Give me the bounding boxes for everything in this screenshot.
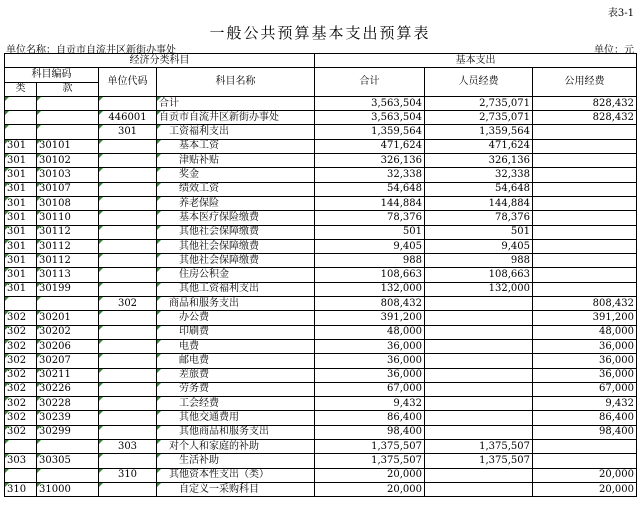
public-cell <box>533 196 637 210</box>
table-row <box>5 297 637 311</box>
unit-code-cell <box>99 254 157 268</box>
personnel-cell <box>425 368 533 382</box>
subject-name-cell: 印刷费 <box>157 325 315 339</box>
public-cell: 98,400 <box>533 425 637 439</box>
total-cell: 108,663 <box>315 268 425 282</box>
subject-name-cell: 其他交通费用 <box>157 411 315 425</box>
public-cell <box>533 139 637 153</box>
lei-cell: 301 <box>5 268 37 282</box>
personnel-cell: 2,735,071 <box>425 111 533 125</box>
subject-name-cell: 劳务费 <box>157 382 315 396</box>
currency-unit: 单位：元 <box>594 45 634 56</box>
subject-name-cell: 工会经费 <box>157 397 315 411</box>
kuan-cell <box>37 125 99 139</box>
total-cell: 98,400 <box>315 425 425 439</box>
lei-cell: 301 <box>5 139 37 153</box>
personnel-cell: 471,624 <box>425 139 533 153</box>
unit-code-cell <box>99 211 157 225</box>
personnel-cell: 326,136 <box>425 154 533 168</box>
subject-name-header: 科目名称 <box>157 68 315 97</box>
personnel-cell: 988 <box>425 254 533 268</box>
personnel-cell: 1,359,564 <box>425 125 533 139</box>
table-row <box>5 154 637 168</box>
subject-name-cell: 自定义一采购科目 <box>157 482 315 496</box>
table-row <box>5 382 637 396</box>
subject-name-cell: 养老保险 <box>157 196 315 210</box>
subject-name-cell: 其他资本性支出（类） <box>157 468 315 482</box>
lei-cell: 302 <box>5 425 37 439</box>
kuan-cell <box>37 111 99 125</box>
personnel-cell: 78,376 <box>425 211 533 225</box>
lei-cell: 302 <box>5 368 37 382</box>
public-cell: 20,000 <box>533 468 637 482</box>
lei-cell: 302 <box>5 354 37 368</box>
lei-cell: 301 <box>5 211 37 225</box>
budget-table <box>4 53 637 497</box>
unit-code-cell <box>99 282 157 296</box>
total-cell: 1,359,564 <box>315 125 425 139</box>
total-cell: 86,400 <box>315 411 425 425</box>
table-row <box>5 211 637 225</box>
kuan-cell: 30239 <box>37 411 99 425</box>
total-cell: 808,432 <box>315 297 425 311</box>
subject-name-cell: 其他商品和服务支出 <box>157 425 315 439</box>
personnel-cell: 9,405 <box>425 239 533 253</box>
subject-name-cell: 津贴补贴 <box>157 154 315 168</box>
total-cell: 132,000 <box>315 282 425 296</box>
lei-cell <box>5 468 37 482</box>
personnel-cell: 1,375,507 <box>425 440 533 454</box>
public-cell: 9,432 <box>533 397 637 411</box>
total-cell: 32,338 <box>315 168 425 182</box>
subject-name-cell: 奖金 <box>157 168 315 182</box>
lei-cell <box>5 96 37 110</box>
public-cell: 391,200 <box>533 311 637 325</box>
unit-code-cell <box>99 325 157 339</box>
total-cell: 326,136 <box>315 154 425 168</box>
subject-name-cell: 邮电费 <box>157 354 315 368</box>
personnel-cell <box>425 297 533 311</box>
public-cell <box>533 125 637 139</box>
total-cell: 48,000 <box>315 325 425 339</box>
personnel-cell: 132,000 <box>425 282 533 296</box>
subject-name-cell: 其他社会保障缴费 <box>157 225 315 239</box>
unit-code-header: 单位代码 <box>99 68 157 97</box>
total-cell: 20,000 <box>315 482 425 496</box>
personnel-cell <box>425 354 533 368</box>
personnel-cell: 501 <box>425 225 533 239</box>
total-cell: 3,563,504 <box>315 96 425 110</box>
table-row <box>5 482 637 496</box>
table-row <box>5 440 637 454</box>
public-cell <box>533 182 637 196</box>
kuan-cell: 30199 <box>37 282 99 296</box>
public-cell: 48,000 <box>533 325 637 339</box>
subject-name-cell: 其他社会保障缴费 <box>157 239 315 253</box>
table-row <box>5 454 637 468</box>
lei-cell: 301 <box>5 154 37 168</box>
table-row <box>5 325 637 339</box>
subject-name-cell: 其他工资福利支出 <box>157 282 315 296</box>
table-row <box>5 168 637 182</box>
subject-name-cell: 基本医疗保险缴费 <box>157 211 315 225</box>
public-cell <box>533 254 637 268</box>
total-cell: 144,884 <box>315 196 425 210</box>
personnel-cell: 108,663 <box>425 268 533 282</box>
subject-code-header: 科目编码 <box>5 68 99 82</box>
unit-code-cell <box>99 96 157 110</box>
subject-name-cell: 商品和服务支出 <box>157 297 315 311</box>
personnel-cell <box>425 311 533 325</box>
public-cell <box>533 225 637 239</box>
public-cell <box>533 211 637 225</box>
table-row <box>5 268 637 282</box>
subject-name-cell: 对个人和家庭的补助 <box>157 440 315 454</box>
subject-name-cell: 住房公积金 <box>157 268 315 282</box>
lei-cell: 310 <box>5 482 37 496</box>
kuan-cell <box>37 96 99 110</box>
header-row-2 <box>5 68 637 82</box>
table-row <box>5 139 637 153</box>
personnel-cell <box>425 325 533 339</box>
lei-cell: 302 <box>5 311 37 325</box>
lei-cell <box>5 125 37 139</box>
unit-code-cell <box>99 411 157 425</box>
page-title: 一般公共预算基本支出预算表 <box>209 24 431 42</box>
unit-code-cell: 303 <box>99 440 157 454</box>
lei-cell: 301 <box>5 182 37 196</box>
subject-name-cell: 基本工资 <box>157 139 315 153</box>
unit-code-cell <box>99 268 157 282</box>
kuan-cell: 30305 <box>37 454 99 468</box>
econ-header: 经济分类科目 <box>5 54 315 68</box>
lei-cell: 302 <box>5 397 37 411</box>
kuan-cell <box>37 468 99 482</box>
subject-name-cell: 办公费 <box>157 311 315 325</box>
unit-code-cell <box>99 482 157 496</box>
lei-cell <box>5 111 37 125</box>
personnel-cell <box>425 425 533 439</box>
total-cell: 3,563,504 <box>315 111 425 125</box>
unit-code-cell <box>99 454 157 468</box>
kuan-cell: 30207 <box>37 354 99 368</box>
table-row <box>5 397 637 411</box>
table-row <box>5 425 637 439</box>
public-cell: 808,432 <box>533 297 637 311</box>
personnel-cell <box>425 468 533 482</box>
kuan-cell: 30112 <box>37 239 99 253</box>
lei-cell: 302 <box>5 325 37 339</box>
table-row <box>5 125 637 139</box>
table-reference: 表3-1 <box>607 8 634 19</box>
table-row <box>5 239 637 253</box>
basic-header: 基本支出 <box>315 54 637 68</box>
table-row <box>5 339 637 353</box>
public-cell <box>533 268 637 282</box>
unit-code-cell <box>99 397 157 411</box>
total-cell: 67,000 <box>315 382 425 396</box>
subject-name-cell: 绩效工资 <box>157 182 315 196</box>
table-row <box>5 468 637 482</box>
table-row <box>5 368 637 382</box>
unit-code-cell <box>99 225 157 239</box>
public-cell: 36,000 <box>533 354 637 368</box>
kuan-cell: 30211 <box>37 368 99 382</box>
lei-cell <box>5 297 37 311</box>
total-cell: 36,000 <box>315 368 425 382</box>
subject-name-cell: 工资福利支出 <box>157 125 315 139</box>
public-cell: 36,000 <box>533 339 637 353</box>
public-cell: 828,432 <box>533 96 637 110</box>
total-cell: 9,432 <box>315 397 425 411</box>
personnel-cell: 32,338 <box>425 168 533 182</box>
total-cell: 391,200 <box>315 311 425 325</box>
kuan-header: 款 <box>37 82 99 96</box>
total-cell: 501 <box>315 225 425 239</box>
table-row <box>5 254 637 268</box>
total-header: 合计 <box>315 68 425 97</box>
personnel-cell: 54,648 <box>425 182 533 196</box>
unit-code-cell: 302 <box>99 297 157 311</box>
personnel-header: 人员经费 <box>425 68 533 97</box>
personnel-cell <box>425 397 533 411</box>
public-cell: 20,000 <box>533 482 637 496</box>
public-cell: 86,400 <box>533 411 637 425</box>
unit-code-cell <box>99 139 157 153</box>
table-row <box>5 196 637 210</box>
unit-code-cell <box>99 354 157 368</box>
kuan-cell: 30107 <box>37 182 99 196</box>
subject-name-cell: 其他社会保障缴费 <box>157 254 315 268</box>
kuan-cell: 30206 <box>37 339 99 353</box>
unit-code-cell <box>99 382 157 396</box>
public-cell: 828,432 <box>533 111 637 125</box>
lei-cell: 302 <box>5 382 37 396</box>
unit-code-cell <box>99 182 157 196</box>
subject-name-cell: 合计 <box>157 96 315 110</box>
kuan-cell <box>37 297 99 311</box>
kuan-cell: 31000 <box>37 482 99 496</box>
subject-name-cell: 自贡市自流井区新街办事处 <box>157 111 315 125</box>
subject-name-cell: 电费 <box>157 339 315 353</box>
public-cell: 36,000 <box>533 368 637 382</box>
public-cell <box>533 168 637 182</box>
unit-code-cell: 301 <box>99 125 157 139</box>
lei-cell: 301 <box>5 225 37 239</box>
kuan-cell: 30101 <box>37 139 99 153</box>
total-cell: 78,376 <box>315 211 425 225</box>
unit-code-cell: 310 <box>99 468 157 482</box>
kuan-cell: 30201 <box>37 311 99 325</box>
lei-cell: 301 <box>5 239 37 253</box>
table-row <box>5 311 637 325</box>
lei-cell: 303 <box>5 454 37 468</box>
lei-cell: 302 <box>5 411 37 425</box>
total-cell: 988 <box>315 254 425 268</box>
kuan-cell: 30112 <box>37 225 99 239</box>
kuan-cell: 30102 <box>37 154 99 168</box>
personnel-cell <box>425 382 533 396</box>
unit-code-cell <box>99 425 157 439</box>
kuan-cell: 30110 <box>37 211 99 225</box>
lei-cell: 301 <box>5 282 37 296</box>
total-cell: 20,000 <box>315 468 425 482</box>
unit-code-cell <box>99 311 157 325</box>
personnel-cell: 2,735,071 <box>425 96 533 110</box>
total-cell: 9,405 <box>315 239 425 253</box>
kuan-cell: 30226 <box>37 382 99 396</box>
total-cell: 36,000 <box>315 354 425 368</box>
kuan-cell: 30299 <box>37 425 99 439</box>
public-cell <box>533 454 637 468</box>
public-cell <box>533 440 637 454</box>
personnel-cell: 144,884 <box>425 196 533 210</box>
kuan-cell: 30103 <box>37 168 99 182</box>
public-cell <box>533 239 637 253</box>
personnel-cell <box>425 482 533 496</box>
lei-cell: 301 <box>5 254 37 268</box>
subject-name-cell: 差旅费 <box>157 368 315 382</box>
lei-cell: 301 <box>5 168 37 182</box>
unit-code-cell <box>99 368 157 382</box>
table-row <box>5 354 637 368</box>
subject-name-cell: 生活补助 <box>157 454 315 468</box>
header-row-1 <box>5 54 637 68</box>
personnel-cell: 1,375,507 <box>425 454 533 468</box>
unit-name: 单位名称：自贡市自流井区新街办事处 <box>6 45 176 56</box>
kuan-cell <box>37 440 99 454</box>
unit-code-cell <box>99 196 157 210</box>
total-cell: 54,648 <box>315 182 425 196</box>
table-row <box>5 411 637 425</box>
kuan-cell: 30112 <box>37 254 99 268</box>
table-row <box>5 96 637 110</box>
public-header: 公用经费 <box>533 68 637 97</box>
public-cell: 67,000 <box>533 382 637 396</box>
unit-code-cell: 446001 <box>99 111 157 125</box>
kuan-cell: 30202 <box>37 325 99 339</box>
public-cell <box>533 154 637 168</box>
kuan-cell: 30108 <box>37 196 99 210</box>
table-row <box>5 282 637 296</box>
lei-header: 类 <box>5 82 37 96</box>
unit-code-cell <box>99 239 157 253</box>
kuan-cell: 30228 <box>37 397 99 411</box>
table-row <box>5 225 637 239</box>
total-cell: 36,000 <box>315 339 425 353</box>
total-cell: 1,375,507 <box>315 454 425 468</box>
total-cell: 471,624 <box>315 139 425 153</box>
lei-cell: 302 <box>5 339 37 353</box>
public-cell <box>533 282 637 296</box>
personnel-cell <box>425 339 533 353</box>
table-row <box>5 182 637 196</box>
unit-code-cell <box>99 339 157 353</box>
personnel-cell <box>425 411 533 425</box>
unit-code-cell <box>99 154 157 168</box>
lei-cell <box>5 440 37 454</box>
table-row <box>5 111 637 125</box>
kuan-cell: 30113 <box>37 268 99 282</box>
lei-cell: 301 <box>5 196 37 210</box>
total-cell: 1,375,507 <box>315 440 425 454</box>
unit-code-cell <box>99 168 157 182</box>
